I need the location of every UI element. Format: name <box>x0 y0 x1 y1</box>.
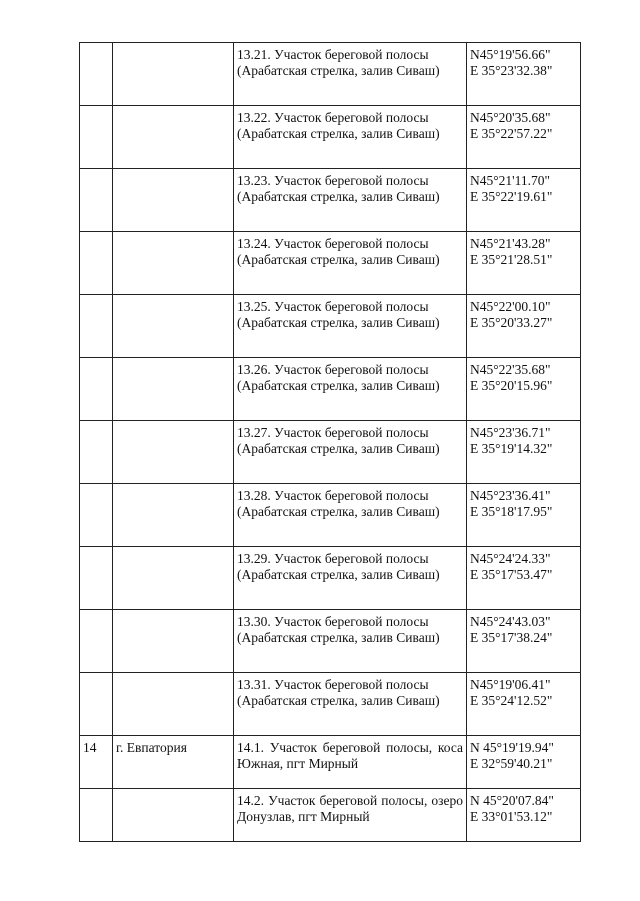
longitude: E 35°22'19.61" <box>470 189 553 204</box>
latitude: N45°20'35.68" <box>470 110 551 125</box>
latitude: N 45°20'07.84" <box>470 793 554 808</box>
municipality <box>113 232 234 295</box>
row-number <box>80 484 113 547</box>
site-description: 14.1. Участок береговой полосы, коса Южная, пгт Мирный <box>234 736 467 789</box>
table-row <box>80 43 581 106</box>
table-row <box>80 358 581 421</box>
site-description: 13.25. Участок береговой полосы (Арабатская стрелка, залив Сиваш) <box>234 295 467 358</box>
table-row <box>80 295 581 358</box>
coordinates-table <box>79 42 581 842</box>
municipality <box>113 169 234 232</box>
site-description: 13.26. Участок береговой полосы (Арабатская стрелка, залив Сиваш) <box>234 358 467 421</box>
table-row <box>80 169 581 232</box>
latitude: N45°22'35.68" <box>470 362 551 377</box>
coordinates-cell <box>467 43 581 106</box>
latitude: N45°19'06.41" <box>470 677 551 692</box>
coordinates-cell <box>467 169 581 232</box>
coordinates-cell <box>467 484 581 547</box>
municipality <box>113 106 234 169</box>
row-number <box>80 547 113 610</box>
latitude: N45°23'36.71" <box>470 425 551 440</box>
coordinates-cell <box>467 295 581 358</box>
latitude: N 45°19'19.94" <box>470 740 554 755</box>
row-number <box>80 673 113 736</box>
coordinates-cell <box>467 106 581 169</box>
longitude: E 35°24'12.52" <box>470 693 553 708</box>
coordinates-cell <box>467 673 581 736</box>
municipality <box>113 358 234 421</box>
latitude: N45°23'36.41" <box>470 488 551 503</box>
row-number <box>80 610 113 673</box>
longitude: E 35°20'15.96" <box>470 378 553 393</box>
longitude: E 33°01'53.12" <box>470 809 553 824</box>
latitude: N45°21'43.28" <box>470 236 551 251</box>
site-description: 13.21. Участок береговой полосы (Арабатская стрелка, залив Сиваш) <box>234 43 467 106</box>
municipality <box>113 421 234 484</box>
row-number: 14 <box>80 736 113 789</box>
coordinates-cell <box>467 421 581 484</box>
table-row <box>80 421 581 484</box>
longitude: E 35°20'33.27" <box>470 315 553 330</box>
municipality <box>113 484 234 547</box>
site-description: 13.24. Участок береговой полосы (Арабатская стрелка, залив Сиваш) <box>234 232 467 295</box>
site-description: 13.27. Участок береговой полосы (Арабатская стрелка, залив Сиваш) <box>234 421 467 484</box>
row-number <box>80 358 113 421</box>
table-row <box>80 610 581 673</box>
longitude: E 35°18'17.95" <box>470 504 553 519</box>
longitude: E 32°59'40.21" <box>470 756 553 771</box>
municipality <box>113 610 234 673</box>
longitude: E 35°17'38.24" <box>470 630 553 645</box>
municipality: г. Евпатория <box>113 736 234 789</box>
row-number <box>80 169 113 232</box>
table-row <box>80 673 581 736</box>
coordinates-cell <box>467 232 581 295</box>
municipality <box>113 547 234 610</box>
table-row <box>80 547 581 610</box>
latitude: N45°24'43.03" <box>470 614 551 629</box>
coordinates-cell <box>467 736 581 789</box>
coordinates-cell <box>467 547 581 610</box>
site-description: 13.29. Участок береговой полосы (Арабатская стрелка, залив Сиваш) <box>234 547 467 610</box>
coordinates-cell <box>467 358 581 421</box>
site-description: 13.28. Участок береговой полосы (Арабатская стрелка, залив Сиваш) <box>234 484 467 547</box>
coordinates-cell <box>467 610 581 673</box>
municipality <box>113 43 234 106</box>
latitude: N45°24'24.33" <box>470 551 551 566</box>
row-number <box>80 232 113 295</box>
site-description: 13.31. Участок береговой полосы (Арабатская стрелка, залив Сиваш) <box>234 673 467 736</box>
longitude: E 35°23'32.38" <box>470 63 553 78</box>
row-number <box>80 421 113 484</box>
table-row <box>80 232 581 295</box>
site-description: 13.22. Участок береговой полосы (Арабатская стрелка, залив Сиваш) <box>234 106 467 169</box>
longitude: E 35°22'57.22" <box>470 126 553 141</box>
municipality <box>113 295 234 358</box>
latitude: N45°21'11.70" <box>470 173 550 188</box>
row-number <box>80 43 113 106</box>
longitude: E 35°21'28.51" <box>470 252 553 267</box>
table-row <box>80 484 581 547</box>
municipality <box>113 789 234 842</box>
longitude: E 35°19'14.32" <box>470 441 553 456</box>
table-row <box>80 106 581 169</box>
latitude: N45°19'56.66" <box>470 47 551 62</box>
coordinates-cell <box>467 789 581 842</box>
site-description: 14.2. Участок береговой полосы, озеро Донузлав, пгт Мирный <box>234 789 467 842</box>
longitude: E 35°17'53.47" <box>470 567 553 582</box>
site-description: 13.23. Участок береговой полосы (Арабатская стрелка, залив Сиваш) <box>234 169 467 232</box>
row-number <box>80 295 113 358</box>
table-row <box>80 736 581 789</box>
latitude: N45°22'00.10" <box>470 299 551 314</box>
site-description: 13.30. Участок береговой полосы (Арабатская стрелка, залив Сиваш) <box>234 610 467 673</box>
row-number <box>80 106 113 169</box>
municipality <box>113 673 234 736</box>
table-row <box>80 789 581 842</box>
row-number <box>80 789 113 842</box>
